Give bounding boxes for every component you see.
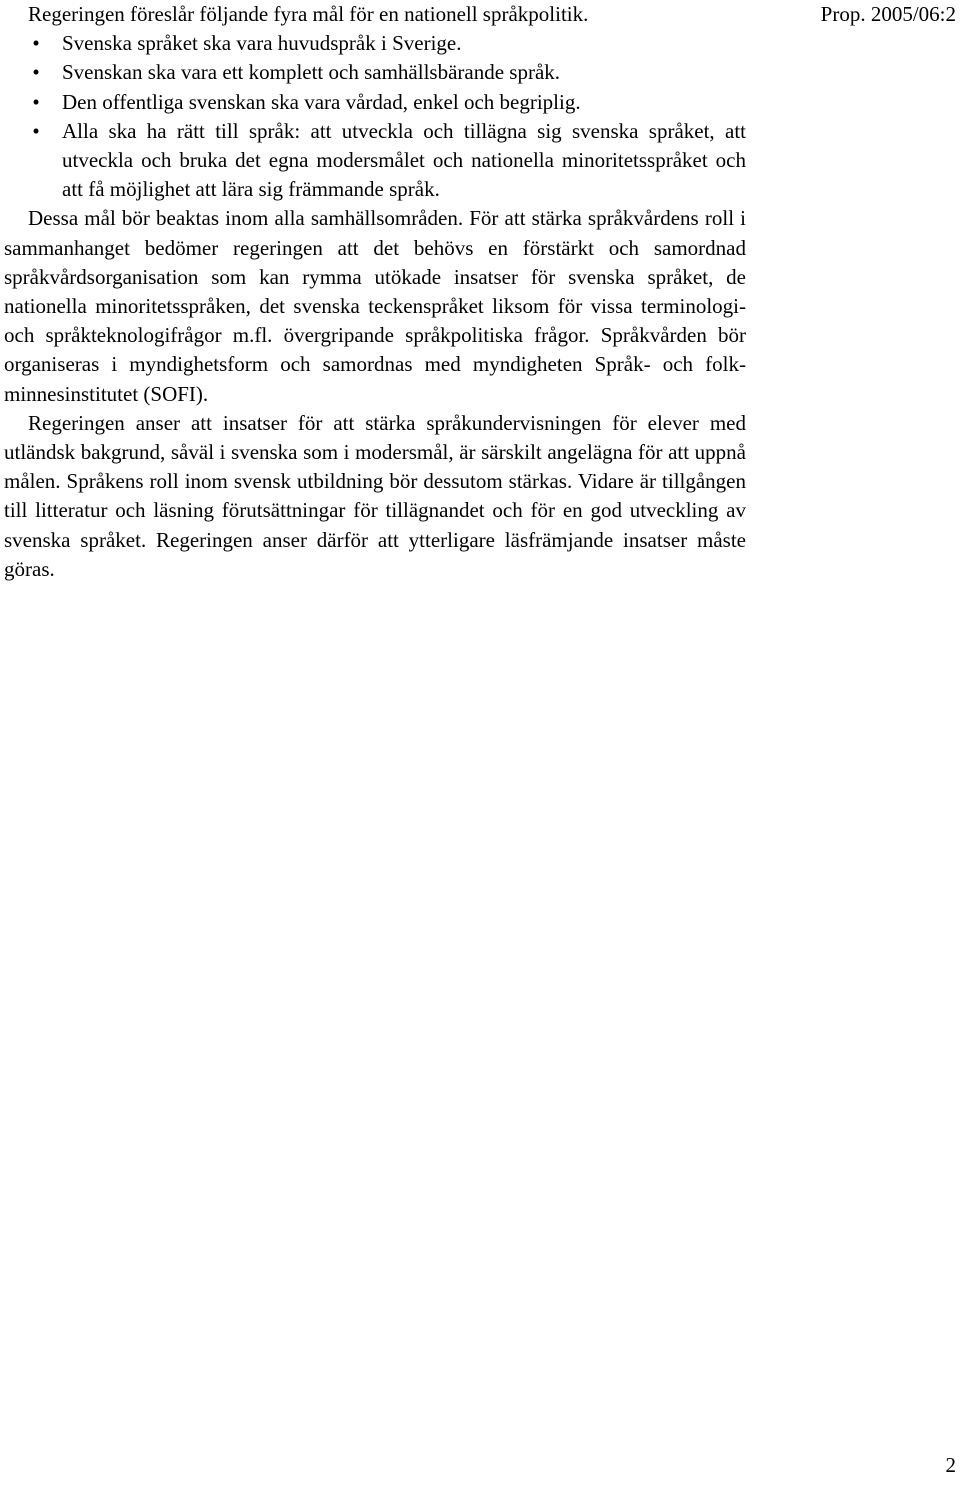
goal-item xyxy=(32,29,746,58)
bullet-icon: • xyxy=(32,89,40,114)
paragraph: Dessa mål bör beaktas inom alla samhällsområden. För att stärka språkvårdens roll i sammanhanget bedömer regeringen att det behövs en förstärkt och samordnad språkvårdsorganisation som kan rymma utökade insatser för svenska språket, de nationella minoritetsspråken, det svenska teckenspråket liksom för vissa terminologi- och språkteknologifrågor m.fl. övergripande språkpolitiska frågor. Språkvården bör organiseras i myndighetsform och samordnas med myndigheten Språk- och folkminnesinstitutet (SOFI). xyxy=(4,206,746,406)
goal-item xyxy=(32,88,746,117)
bullet-icon: • xyxy=(32,60,40,85)
page-number: 2 xyxy=(945,1453,956,1477)
bullet-icon: • xyxy=(32,118,40,143)
goal-item xyxy=(32,117,746,205)
goals-list xyxy=(4,29,746,204)
goal-text: Den offentliga svenskan ska vara vårdad, enkel och begriplig. xyxy=(62,89,581,114)
paragraph: Regeringen anser att insatser för att stärka språkundervisningen för elever med utländsk bakgrund, såväl i svenska som i modersmål, är särskilt angelägna för att uppnå målen. Språkens roll inom svensk utbildning bör dessutom stärkas. Vidare är tillgången till litteratur och läsning förutsättningar för tillägnandet och för en god utveckling av svenska språket. Regeringen anser därför att ytterligare läsfrämjande insatser måste göras. xyxy=(4,410,746,581)
goal-text: Svenska språket ska vara huvudspråk i Sverige. xyxy=(62,31,462,56)
document-reference: Prop. 2005/06:2 xyxy=(820,2,956,26)
goal-item xyxy=(32,58,746,87)
intro-sentence: Regeringen föreslår följande fyra mål för en nationell språkpolitik. xyxy=(28,2,589,26)
bullet-icon: • xyxy=(32,31,40,56)
goal-text: Alla ska ha rätt till språk: att utveckla och tillägna sig svenska språket, att utveckla och bruka det egna modersmålet och nationella minoritetsspråket och att få möjlighet att lära sig främmande språk. xyxy=(62,118,746,202)
goal-text: Svenskan ska vara ett komplett och samhällsbärande språk. xyxy=(62,60,561,85)
body-text xyxy=(4,0,746,584)
